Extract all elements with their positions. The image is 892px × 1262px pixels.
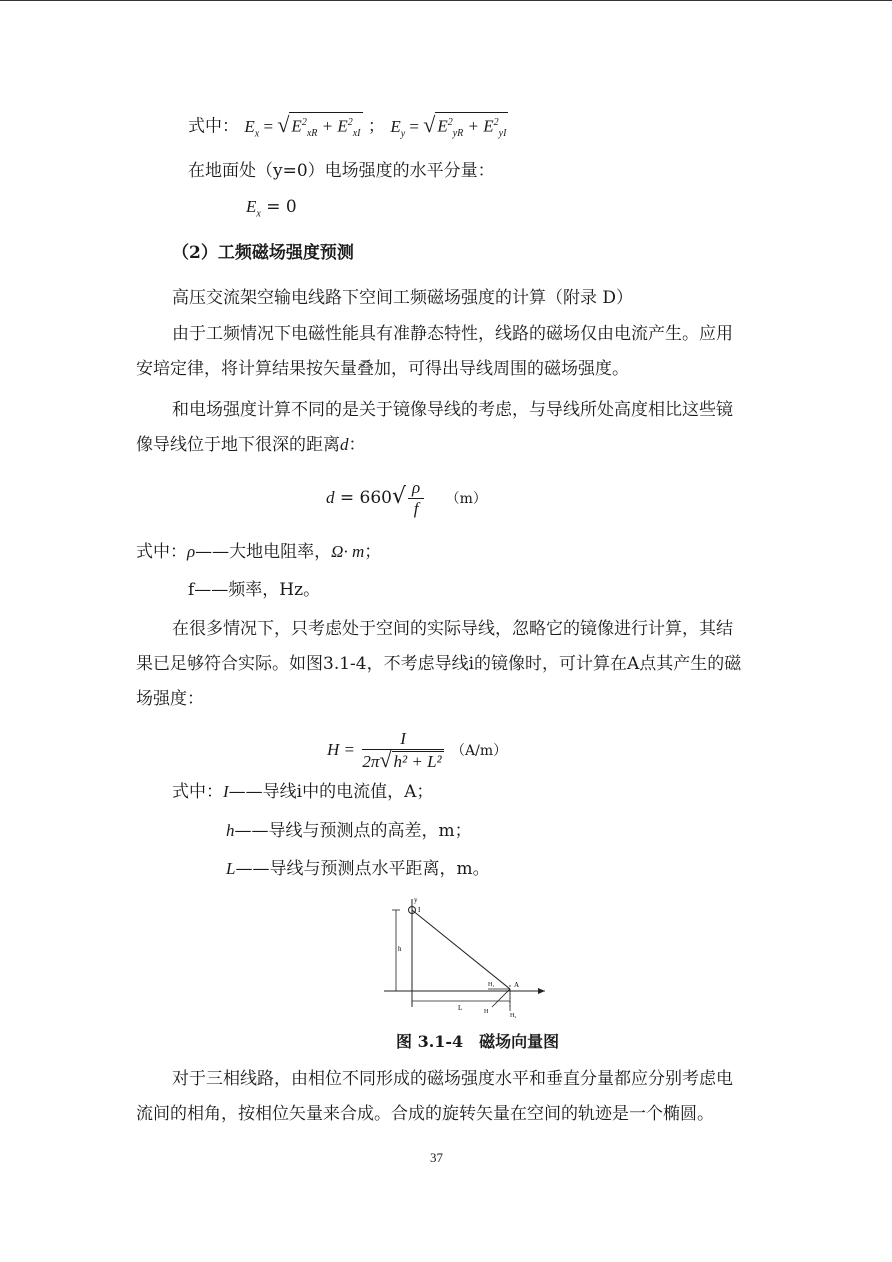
paragraph-3-line-1: 和电场强度计算不同的是关于镜像导线的考虑，与导线所处高度相比这些镜: [172, 400, 733, 420]
label-H2: H₂: [510, 1013, 517, 1019]
paragraph-3-line-2: 像导线位于地下很深的距离d：: [136, 435, 366, 455]
formula-d: d = 660√ $\frac{\rho}{f}$ （m）: [326, 478, 487, 518]
formula-separator: ；: [367, 116, 385, 137]
label-i: I: [418, 906, 421, 914]
where-rho: 式中：ρ——大地电阻率，Ω· m；: [136, 542, 382, 562]
page-number: 37: [430, 1150, 443, 1165]
paragraph-4-line-1: 在很多情况下，只考虑处于空间的实际导线，忽略它的镜像进行计算，其结: [172, 619, 733, 639]
figure-caption: 图 3.1-4 磁场向量图: [396, 1032, 560, 1051]
formula-h-fraction: $\frac{I}{\text{2π√ h² + L²}}$: [362, 729, 442, 772]
formula-ey: $E_y$ = √ $E^2_{yR} + E^2_{yI}$: [390, 117, 508, 136]
label-H: H: [484, 1009, 489, 1015]
page-top-border: [0, 0, 892, 1]
where-h: h——导线与预测点的高差，m；: [226, 821, 472, 841]
section-heading: （2）工频磁场强度预测: [172, 243, 354, 263]
paragraph-1: 高压交流架空输电线路下空间工频磁场强度的计算（附录 D）: [172, 288, 634, 308]
formula-ex-zero: $E_x = 0$: [246, 197, 297, 220]
formula-d-fraction: $\frac{\rho}{f}$: [408, 478, 424, 519]
paragraph-2-line-1: 由于工频情况下电磁性能具有准静态特性，线路的磁场仅由电流产生。应用: [172, 324, 733, 344]
ground-level-text: 在地面处（y=0）电场强度的水平分量：: [188, 161, 495, 181]
where-L: L——导线与预测点水平距离，m。: [226, 859, 490, 879]
label-L: L: [458, 1004, 463, 1012]
conductor-to-point-line: [412, 910, 510, 989]
formula-label: 式中：: [188, 116, 239, 137]
label-A: A: [514, 981, 520, 989]
label-H1: H₁: [488, 982, 495, 988]
paragraph-5-line-2: 流间的相角，按相位矢量来合成。合成的旋转矢量在空间的轨迹是一个椭圆。: [136, 1104, 714, 1124]
paragraph-2-line-2: 安培定律，将计算结果按矢量叠加，可得出导线周围的磁场强度。: [136, 359, 629, 379]
label-h: h: [398, 945, 402, 953]
paragraph-4-line-2: 果已足够符合实际。如图3.1-4，不考虑导线i的镜像时，可计算在A点其产生的磁: [136, 654, 742, 674]
paragraph-4-line-3: 场强度：: [136, 689, 204, 709]
formula-ex-ey: [188, 112, 508, 145]
formula-h: H = $\frac{I}{\text{2π√ h² + L²}}$ （A/m）: [327, 729, 508, 772]
where-I: 式中：I——导线i中的电流值，A；: [172, 782, 434, 802]
paragraph-5-line-1: 对于三相线路，由相位不同形成的磁场强度水平和垂直分量都应分别考虑电: [172, 1069, 733, 1089]
label-y: y: [414, 896, 418, 904]
h-vector: [492, 989, 510, 1007]
x-axis-arrow: [538, 988, 545, 994]
magnetic-vector-diagram: [380, 895, 550, 1020]
formula-ex: $E_x$ = √ $E^2_{xR} + E^2_{xI}$: [244, 117, 362, 136]
where-f: f——频率，Hz。: [188, 580, 321, 600]
